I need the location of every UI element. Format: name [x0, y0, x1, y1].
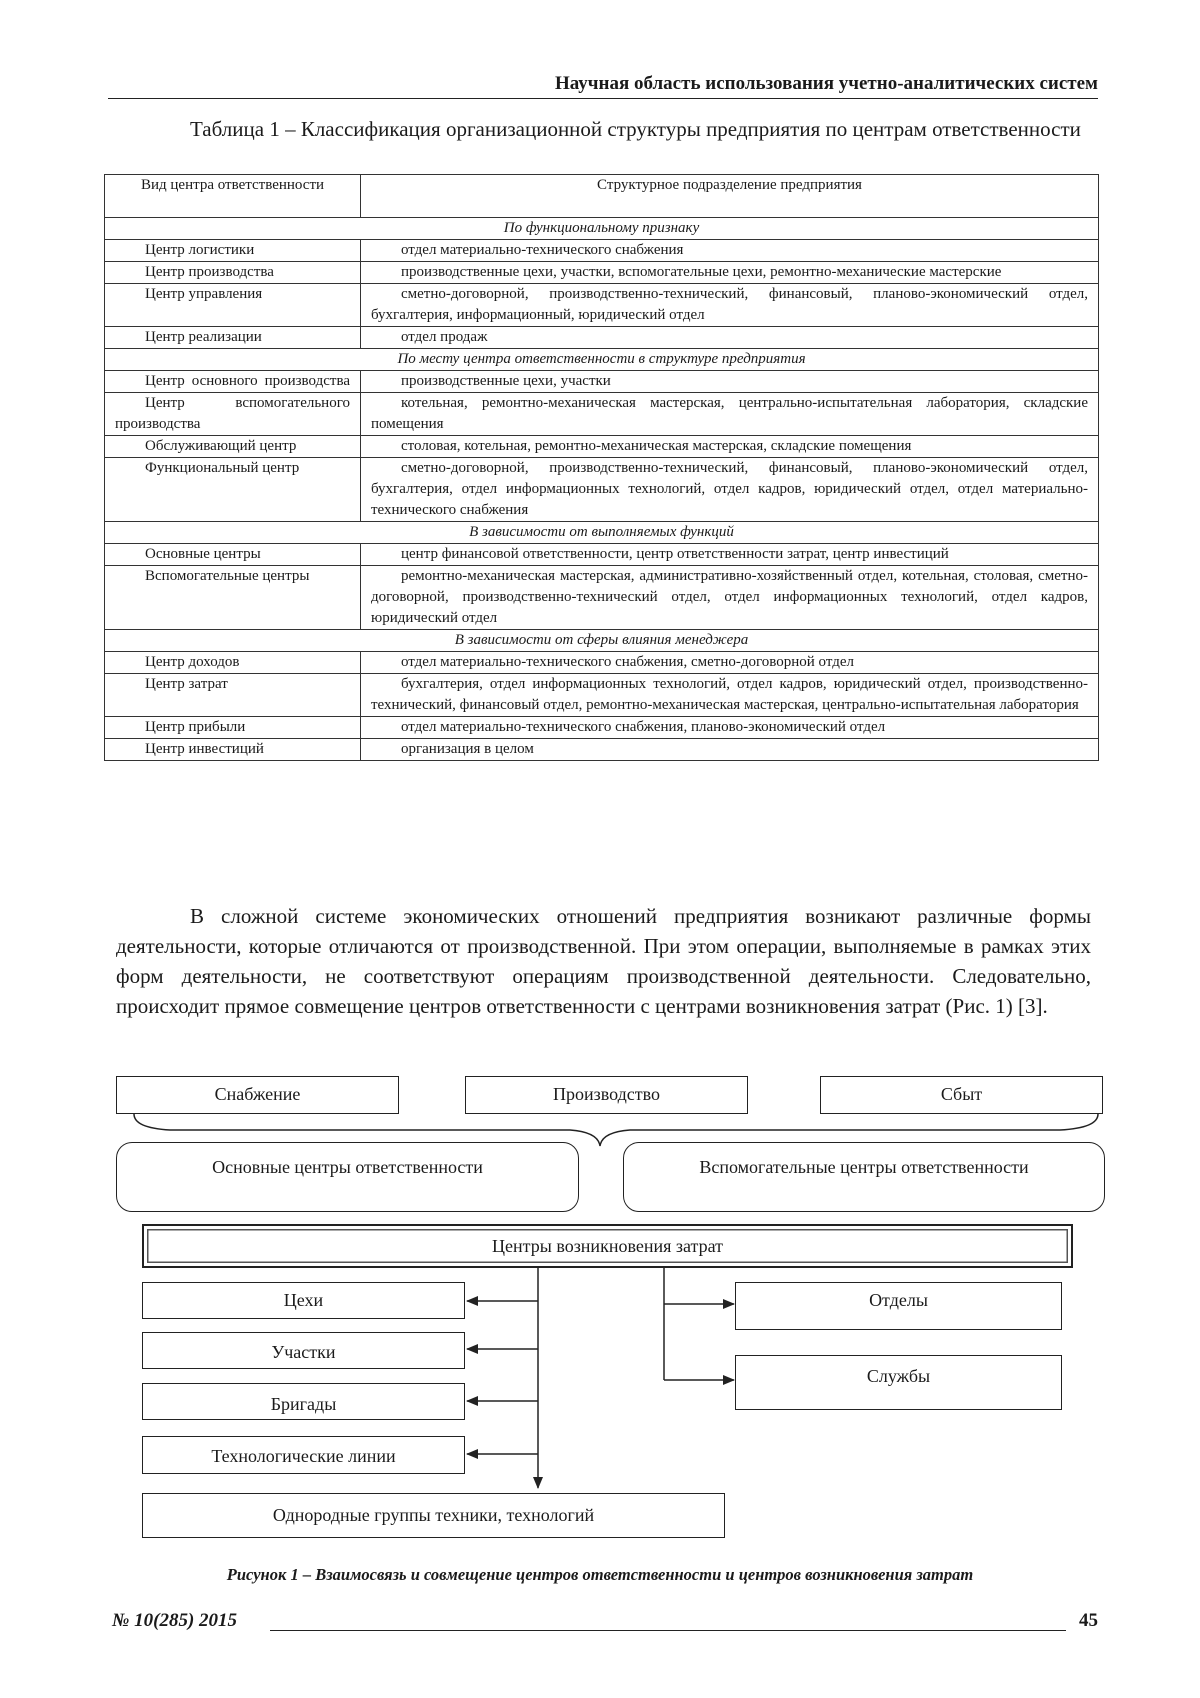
- box-main-centers: Основные центры ответственности: [116, 1142, 579, 1212]
- page-number: 45: [1079, 1610, 1098, 1631]
- col-header-subdivision: Структурное подразделение предприятия: [361, 175, 1099, 218]
- cell-units: сметно-договорной, производственно-технический, финансовый, планово-экономический отдел, бухгалтерия, информационный, юридический отдел: [371, 286, 1088, 323]
- col-header-center-type: Вид центра ответственности: [105, 175, 361, 218]
- page-footer: [112, 1610, 1098, 1638]
- cell-center-type: Обслуживающий центр: [105, 436, 361, 458]
- box-services: Службы: [735, 1355, 1062, 1410]
- cell-center-type: Центр прибыли: [105, 717, 361, 739]
- running-title: Научная область использования учетно-аналитических систем: [554, 73, 1098, 94]
- box-tech-lines: Технологические линии: [142, 1436, 465, 1474]
- cell-units: производственные цехи, участки: [401, 373, 611, 389]
- cell-units: отдел материально-технического снабжения: [401, 242, 684, 258]
- cell-units: отдел продаж: [401, 329, 488, 345]
- cell-units: бухгалтерия, отдел информационных технологий, отдел кадров, юридический отдел, производственно-технический, финансовый отдел, ремонтно-механическая мастерская, центрально-испытательная лаборатория: [371, 676, 1088, 713]
- box-production: Производство: [465, 1076, 748, 1114]
- cell-center-type: Центр логистики: [105, 240, 361, 262]
- cell-center-type: Функциональный центр: [105, 458, 361, 522]
- cell-units: ремонтно-механическая мастерская, административно-хозяйственный отдел, котельная, столовая, сметно-договорной, производственно-технический отдел, отдел информационных технологий, отдел кадров, юридический отдел: [371, 568, 1088, 626]
- cell-center-type: Основные центры: [105, 544, 361, 566]
- box-shops: Цехи: [142, 1282, 465, 1319]
- cell-units: сметно-договорной, производственно-технический, финансовый, планово-экономический отдел, бухгалтерия, отдел информационных технологий, отдел кадров, юридический отдел, отдел материально-технического снабжения: [371, 460, 1088, 518]
- cell-units: центр финансовой ответственности, центр ответственности затрат, центр инвестиций: [401, 546, 949, 562]
- box-departments: Отделы: [735, 1282, 1062, 1330]
- body-paragraph: В сложной системе экономических отношений предприятия возникают различные формы деятельности, которые отличаются от производственной. При этом операции, выполняемые в рамках этих форм деятельности, не соответствуют операциям производственной деятельности. Следовательно, происходит прямое совмещение центров ответственности с центрами возникновения затрат (Рис. 1) [3].: [116, 904, 1091, 1018]
- cell-units: производственные цехи, участки, вспомогательные цехи, ремонтно-механические мастерские: [401, 264, 1002, 280]
- cell-center-type: Центр инвестиций: [105, 739, 361, 761]
- section-title: В зависимости от выполняемых функций: [105, 522, 1099, 544]
- cell-center-type: Центр основного производства: [105, 371, 361, 393]
- cell-center-type: Центр вспомогательного производства: [105, 393, 361, 436]
- section-title: По функциональному признаку: [105, 218, 1099, 240]
- cell-center-type: Центр управления: [105, 284, 361, 327]
- table-caption: Таблица 1 – Классификация организационной структуры предприятия по центрам ответственности: [190, 117, 1081, 141]
- cell-units: отдел материально-технического снабжения, сметно-договорной отдел: [401, 654, 854, 670]
- cell-units: отдел материально-технического снабжения, планово-экономический отдел: [401, 719, 886, 735]
- cell-center-type: Центр затрат: [105, 674, 361, 717]
- box-brigades: Бригады: [142, 1383, 465, 1420]
- cell-center-type: Центр производства: [105, 262, 361, 284]
- box-sections: Участки: [142, 1332, 465, 1369]
- cell-center-type: Вспомогательные центры: [105, 566, 361, 630]
- box-sales: Сбыт: [820, 1076, 1103, 1114]
- box-equipment-groups: Однородные группы техники, технологий: [142, 1493, 725, 1538]
- box-supply: Снабжение: [116, 1076, 399, 1114]
- issue-number: № 10(285) 2015: [112, 1610, 238, 1631]
- cell-units: котельная, ремонтно-механическая мастерская, центрально-испытательная лаборатория, складские помещения: [371, 395, 1088, 432]
- section-title: По месту центра ответственности в структуре предприятия: [105, 349, 1099, 371]
- footer-rule: [270, 1630, 1066, 1631]
- figure-caption: Рисунок 1 – Взаимосвязь и совмещение центров ответственности и центров возникновения затрат: [226, 1565, 974, 1584]
- box-cost-centers: Центры возникновения затрат: [142, 1224, 1073, 1268]
- box-aux-centers: Вспомогательные центры ответственности: [623, 1142, 1105, 1212]
- cell-center-type: Центр реализации: [105, 327, 361, 349]
- cell-center-type: Центр доходов: [105, 652, 361, 674]
- cell-units: столовая, котельная, ремонтно-механическая мастерская, складские помещения: [401, 438, 912, 454]
- cell-units: организация в целом: [401, 741, 534, 757]
- section-title: В зависимости от сферы влияния менеджера: [105, 630, 1099, 652]
